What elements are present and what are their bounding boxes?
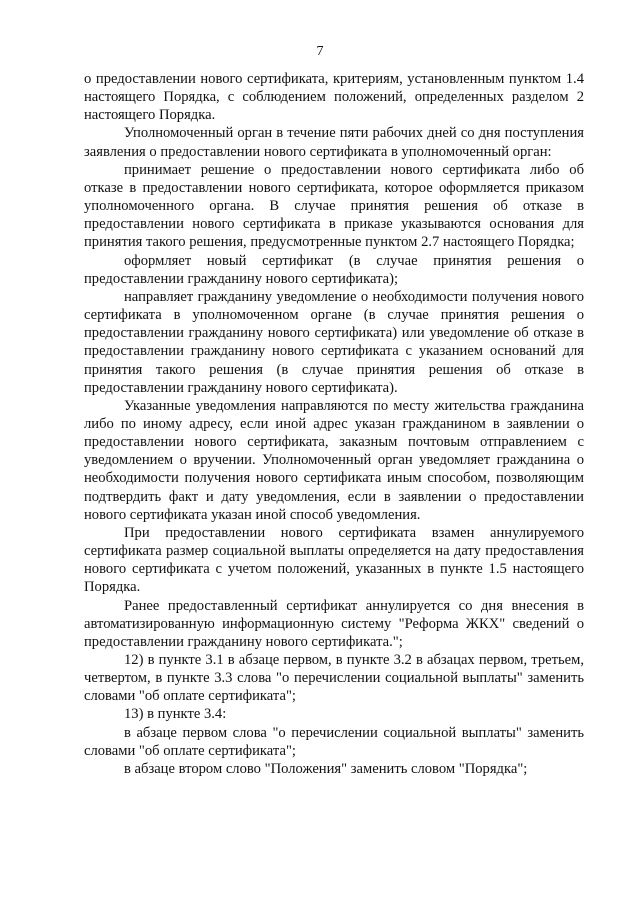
- paragraph-7: При предоставлении нового сертификата взамен аннулируемого сертификата размер социальной выплаты определяется на дату предоставления нового сертификата с учетом положений, указанных в пункте 1.5 настоящего Порядка.: [84, 524, 584, 596]
- paragraph-11: в абзаце первом слова "о перечислении социальной выплаты" заменить словами "об оплате сертификата";: [84, 724, 584, 759]
- document-body: [84, 70, 584, 778]
- paragraph-10: 13) в пункте 3.4:: [124, 706, 227, 723]
- paragraph-2: Уполномоченный орган в течение пяти рабочих дней со дня поступления заявления о предоставлении нового сертификата в уполномоченный орган:: [84, 125, 584, 160]
- paragraph-9: 12) в пункте 3.1 в абзаце первом, в пункте 3.2 в абзацах первом, третьем, четвертом, в пункте 3.3 слова "о перечислении социальной выплаты" заменить словами "об оплате сертификата";: [84, 652, 584, 705]
- paragraph-6: Указанные уведомления направляются по месту жительства гражданина либо по иному адресу, если иной адрес указан гражданином в заявлении о предоставлении нового сертификата, заказным почтовым отправлением с уведомлением о вручении. Уполномоченный орган уведомляет гражданина о необходимости получения нового сертификата иным способом, позволяющим подтвердить факт и дату уведомления, если в заявлении о предоставлении нового сертификата указан иной способ уведомления.: [84, 397, 584, 523]
- paragraph-4: оформляет новый сертификат (в случае принятия решения о предоставлении гражданину нового сертификата);: [84, 252, 584, 287]
- page-number: 7: [316, 44, 324, 59]
- paragraph-5: направляет гражданину уведомление о необходимости получения нового сертификата в уполномоченном органе (в случае принятия решения о предоставлении гражданину нового сертификата) или уведомление об отказе в предоставлении гражданину нового сертификата с указанием оснований для принятия такого решения (в случае принятия решения об отказе в предоставлении гражданину нового сертификата).: [84, 288, 584, 396]
- paragraph-12: в абзаце втором слово "Положения" заменить словом "Порядка";: [124, 760, 528, 777]
- paragraph-8: Ранее предоставленный сертификат аннулируется со дня внесения в автоматизированную информационную систему "Реформа ЖКХ" сведений о предоставлении гражданину нового сертификата.";: [84, 597, 584, 650]
- paragraph-3: принимает решение о предоставлении нового сертификата либо об отказе в предоставлении нового сертификата, которое оформляется приказом уполномоченного органа. В случае принятия решения об отказе в предоставлении нового сертификата в приказе указываются основания для принятия такого решения, предусмотренные пунктом 2.7 настоящего Порядка;: [84, 161, 584, 251]
- paragraph-1: о предоставлении нового сертификата, критериям, установленным пунктом 1.4 настоящего Порядка, с соблюдением положений, определенных разделом 2 настоящего Порядка.: [84, 71, 584, 124]
